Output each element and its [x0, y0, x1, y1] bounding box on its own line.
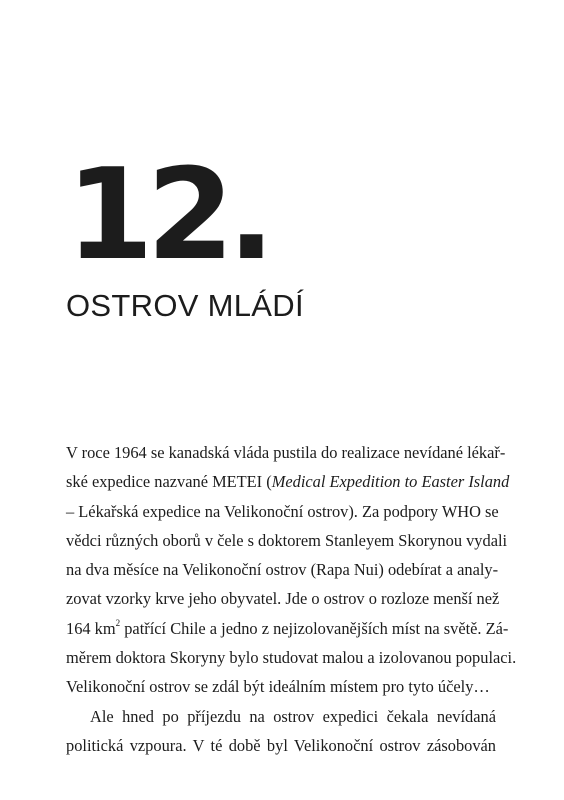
- text-line-8: měrem doktora Skoryny bylo studovat malou a izolovanou populaci.: [66, 648, 517, 668]
- superscript-2: 2: [115, 618, 121, 629]
- chapter-title: OSTROV MLÁDÍ: [66, 288, 304, 323]
- text-line-10: Ale hned po příjezdu na ostrov expedici čekala nevídaná: [90, 706, 496, 726]
- text-line-3: – Lékařská expedice na Velikonoční ostrov). Za podpory WHO se: [66, 501, 499, 521]
- text-line-2-pre: ské expedice nazvané METEI (: [66, 472, 272, 492]
- body-text: [66, 438, 517, 760]
- text-line-5: na dva měsíce na Velikonoční ostrov (Rapa Nui) odebírat a analy-: [66, 560, 499, 580]
- text-line-7-pre: 164 km: [66, 618, 116, 638]
- text-line-2-italic: Medical Expedition to Easter Island: [271, 472, 510, 492]
- text-line-11: politická vzpoura. V té době byl Velikonoční ostrov zásobován: [66, 735, 496, 755]
- text-line-7-post: patřící Chile a jedno z nejizolovanějších míst na světě. Zá-: [120, 618, 509, 638]
- text-line-9: Velikonoční ostrov se zdál být ideálním místem pro tyto účely…: [66, 677, 490, 697]
- text-line-2: [66, 467, 510, 496]
- chapter-number: 12.: [66, 141, 269, 288]
- text-line-1: V roce 1964 se kanadská vláda pustila do realizace nevídané lékař-: [66, 443, 506, 462]
- text-line-4: vědci různých oborů v čele s doktorem Stanleyem Skorynou vydali: [66, 530, 508, 550]
- text-line-6: zovat vzorky krve jeho obyvatel. Jde o ostrov o rozloze menší než: [66, 589, 500, 609]
- text-line-7: [66, 614, 509, 643]
